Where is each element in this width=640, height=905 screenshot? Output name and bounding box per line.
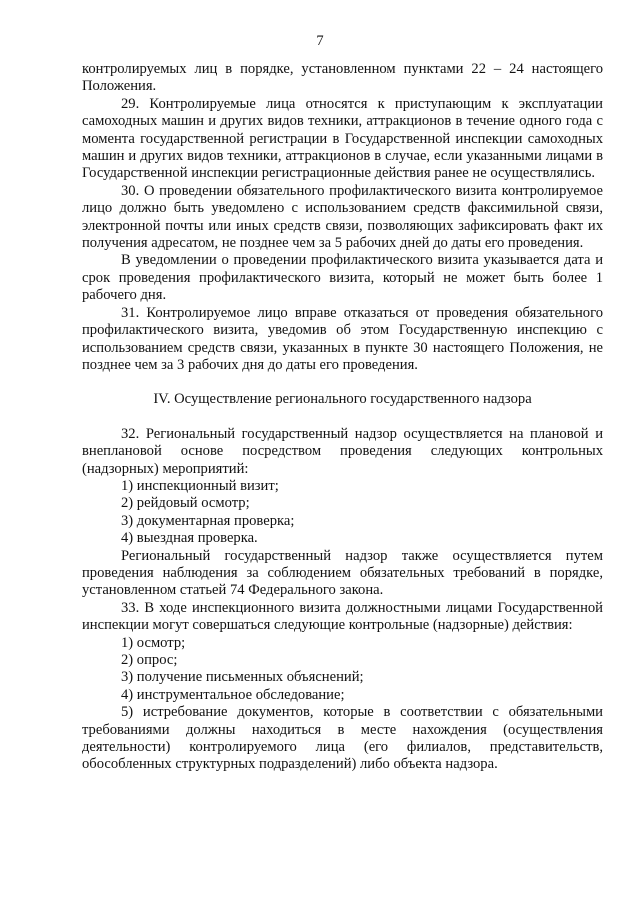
paragraph: В уведомлении о проведении профилактического визита указывается дата и срок проведения профилактического визита, который не может быть более 1 рабочего дня. (82, 252, 603, 304)
paragraph-31: 31. Контролируемое лицо вправе отказаться от проведения обязательного профилактического визита, уведомив об этом Государственную инспекцию с использованием средств связи, указанных в пункте 30 настоящего Положения, не позднее чем за 3 рабочих дня до даты его проведения. (82, 304, 603, 373)
paragraph-29: 29. Контролируемые лица относятся к приступающим к эксплуатации самоходных машин и других видов техники, аттракционов в течение одного года с момента государственной регистрации в Государственной инспекции самоходных машин и других видов техники, аттракционов в случае, если указанными лицами в Государственной инспекции регистрационные действия ранее не осуществлялись. (82, 95, 603, 182)
paragraph: контролируемых лиц в порядке, установленном пунктами 22 – 24 настоящего Положения. (82, 61, 603, 95)
list-item: 3) получение письменных объяснений; (121, 669, 364, 686)
list-item: 1) инспекционный визит; (121, 477, 279, 494)
paragraph-30: 30. О проведении обязательного профилактического визита контролируемое лицо должно быть уведомлено с использованием средств факсимильной связи, электронной почты или иных средств связи, позволяющих зафиксировать факт их получения адресатом, не позднее чем за 5 рабочих дней до даты его проведения. (82, 182, 603, 252)
page-number: 7 (316, 33, 324, 49)
list-item: 2) опрос; (121, 652, 178, 668)
section-heading: IV. Осуществление регионального государственного надзора (153, 391, 532, 408)
list-item: 4) выездная проверка. (121, 530, 258, 547)
paragraph-32: 32. Региональный государственный надзор осуществляется на плановой и внеплановой основе посредством проведения следующих контрольных (надзорных) мероприятий: (82, 425, 603, 477)
document-body (82, 61, 603, 774)
paragraph: Региональный государственный надзор также осуществляется путем проведения наблюдения за соблюдением обязательных требований в порядке, установленном статьей 74 Федерального закона. (82, 547, 603, 599)
list-item: 4) инструментальное обследование; (121, 686, 345, 703)
list-item: 2) рейдовый осмотр; (121, 495, 250, 512)
paragraph: 5) истребование документов, которые в соответствии с обязательными требованиями должны находиться в месте нахождения (осуществления деятельности) контролируемого лица (его филиалов, представительств, обособленных структурных подразделений) либо объекта надзора. (82, 704, 603, 773)
paragraph-33: 33. В ходе инспекционного визита должностными лицами Государственной инспекции могут совершаться следующие контрольные (надзорные) действия: (82, 599, 603, 634)
list-item: 1) осмотр; (121, 634, 186, 651)
list-item: 3) документарная проверка; (121, 512, 295, 529)
